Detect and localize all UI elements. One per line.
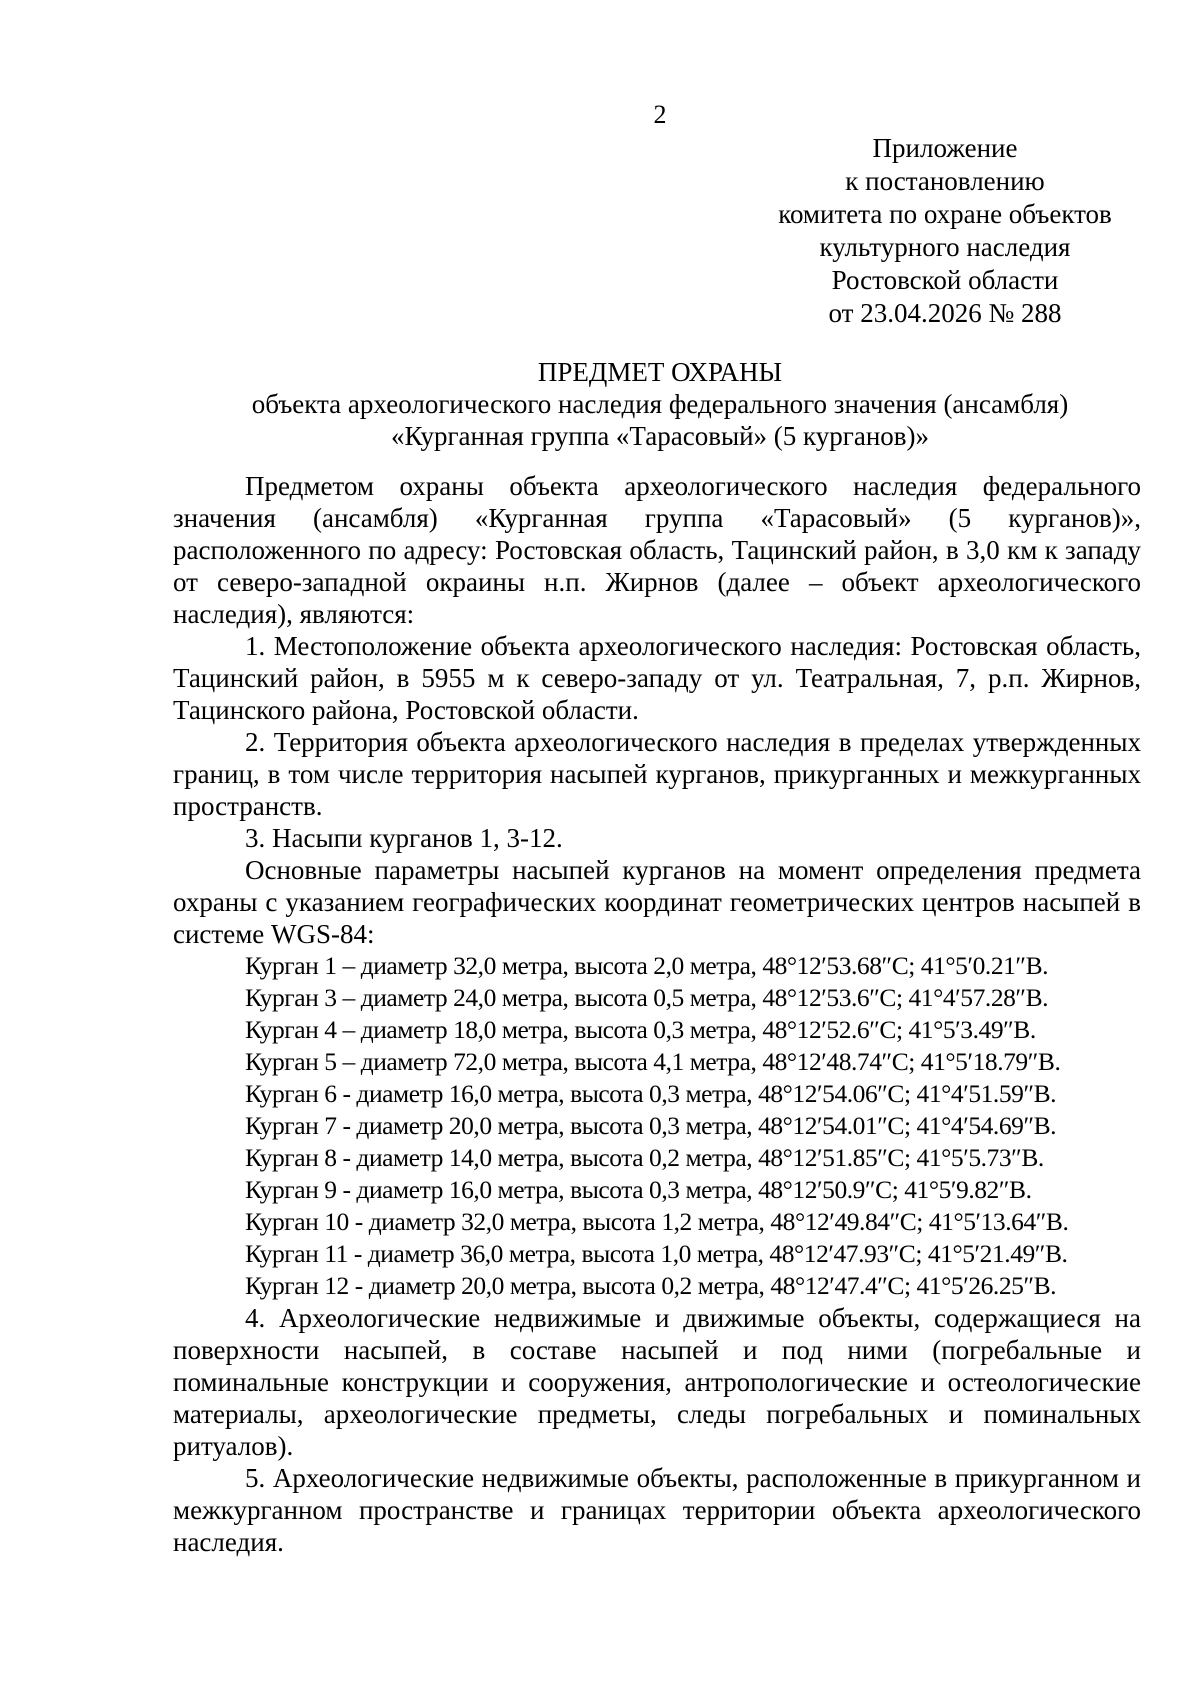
mound-entry: Курган 8 - диаметр 14,0 метра, высота 0,2 метра, 48°12′51.85″С; 41°5′5.73″В. [245,1143,1044,1172]
appendix-header-line: Приложение [872,133,1018,163]
mound-entry: Курган 12 - диаметр 20,0 метра, высота 0,2 метра, 48°12′47.4″С; 41°5′26.25″В. [245,1271,1057,1300]
document-body [173,470,1141,1558]
mound-entry: Курган 3 – диаметр 24,0 метра, высота 0,5 метра, 48°12′53.6″С; 41°4′57.28″В. [245,983,1049,1012]
mound-entry: Курган 4 – диаметр 18,0 метра, высота 0,3 метра, 48°12′52.6″С; 41°5′3.49″В. [245,1015,1036,1044]
mound-entry: Курган 10 - диаметр 32,0 метра, высота 1,2 метра, 48°12′49.84″С; 41°5′13.64″В. [245,1207,1069,1236]
mound-entry: Курган 7 - диаметр 20,0 метра, высота 0,3 метра, 48°12′54.01″С; 41°4′54.69″В. [245,1111,1057,1140]
mound-entry: Курган 6 - диаметр 16,0 метра, высота 0,3 метра, 48°12′54.06″С; 41°4′51.59″В. [245,1079,1057,1108]
page-number: 2 [653,100,667,129]
appendix-header-line: комитета по охране объектов [778,199,1112,229]
title-heading: ПРЕДМЕТ ОХРАНЫ [537,357,783,387]
appendix-header-line: Ростовской области [831,265,1059,295]
title-object-name: «Курганная группа «Тарасовый» (5 курганов)» [390,421,930,451]
appendix-header-line: к постановлению [845,166,1045,196]
appendix-header-line: от 23.04.2026 № 288 [828,298,1062,328]
item-immovable-objects: 5. Археологические недвижимые объекты, расположенные в прикурганном и межкурганном пространстве и границах территории объекта археологического наследия. [173,1463,1141,1557]
title-subheading: объекта археологического наследия федерального значения (ансамбля) [251,389,1069,419]
item-location: 1. Местоположение объекта археологического наследия: Ростовская область, Тацинский район, в 5955 м к северо-западу от ул. Театральная, 7, р.п. Жирнов, Тацинского района, Ростовской области. [173,631,1141,725]
mound-entry: Курган 5 – диаметр 72,0 метра, высота 4,1 метра, 48°12′48.74″С; 41°5′18.79″В. [245,1047,1061,1076]
appendix-header-line: культурного наследия [819,232,1071,262]
mound-entry: Курган 9 - диаметр 16,0 метра, высота 0,3 метра, 48°12′50.9″С; 41°5′9.82″В. [245,1175,1032,1204]
mound-entry: Курган 11 - диаметр 36,0 метра, высота 1,0 метра, 48°12′47.93″С; 41°5′21.49″В. [245,1239,1068,1268]
document-title [200,356,1120,452]
mound-parameters-list [173,950,1141,1302]
appendix-header [745,132,1145,330]
item-archaeological-objects: 4. Археологические недвижимые и движимые объекты, содержащиеся на поверхности насыпей, в составе насыпей и под ними (погребальные и поминальные конструкции и сооружения, антропологические и остеологические материалы, археологические предметы, следы погребальных и поминальных ритуалов). [173,1303,1141,1461]
intro-paragraph: Предметом охраны объекта археологического наследия федерального значения (ансамбля) «Курганная группа «Тарасовый» (5 курганов)», расположенного по адресу: Ростовская область, Тацинский район, в 3,0 км к западу от северо-западной окраины н.п. Жирнов (далее – объект археологического наследия), являются: [173,471,1141,629]
params-intro-paragraph: Основные параметры насыпей курганов на момент определения предмета охраны с указанием географических координат геометрических центров насыпей в системе WGS-84: [173,855,1141,949]
item-territory: 2. Территория объекта археологического наследия в пределах утвержденных границ, в том числе территория насыпей курганов, прикурганных и межкурганных пространств. [173,727,1141,821]
mound-entry: Курган 1 – диаметр 32,0 метра, высота 2,0 метра, 48°12′53.68″С; 41°5′0.21″В. [245,951,1049,980]
item-mounds: 3. Насыпи курганов 1, 3-12. [245,823,563,853]
